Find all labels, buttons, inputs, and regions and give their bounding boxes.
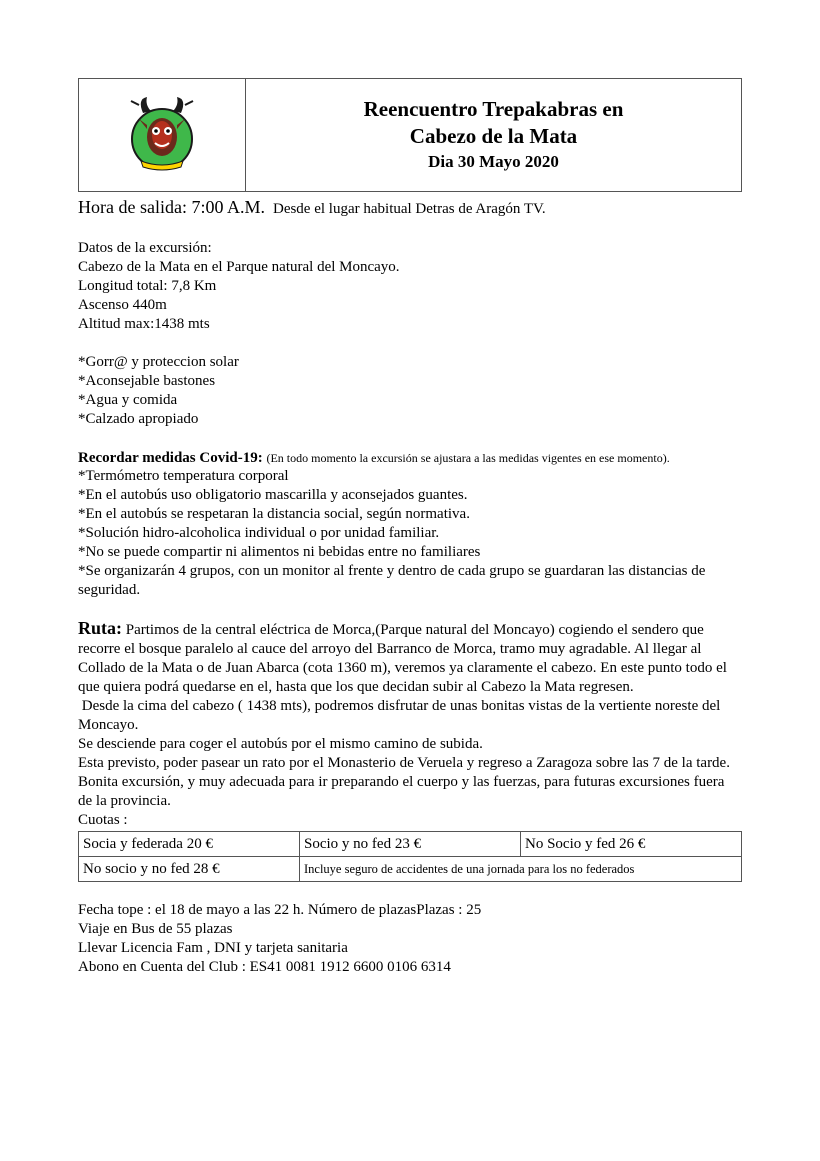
departure-line [78,196,742,220]
datos-line: Altitud max:1438 mts [78,316,210,332]
logo-cell [79,79,246,191]
equipment-item: *Aconsejable bastones [78,373,216,389]
footer-line: Fecha tope : el 18 de mayo a las 22 h. Número de plazasPlazas : 25 [78,902,482,918]
covid-item: *Se organizarán 4 grupos, con un monitor al frente y dentro de cada grupo se guardaran las distancias de seguridad. [78,563,706,598]
covid-header [78,450,742,467]
footer-line: Viaje en Bus de 55 plazas [78,921,233,937]
equipment-item: *Gorr@ y proteccion solar [78,354,239,370]
fee-cell: Socio y no fed 23 € [300,832,521,857]
route-paragraph [78,619,742,659]
datos-line: Longitud total: 7,8 Km [78,278,217,294]
covid-note: (En todo momento la excursión se ajustara a las medidas vigentes en ese momento). [266,451,670,465]
covid-item: *Solución hidro-alcoholica individual o por unidad familiar. [78,525,440,541]
fees-table [78,831,742,882]
table-row [79,832,742,857]
title-cell [246,79,741,191]
header-table [78,78,742,192]
route-text-2: Collado de la Mata o de Juan Abarca (cota 1360 m), veremos ya claramente el cabezo. En este punto todo el que quiera podrá quedarse en el, hasta que los que decidan subir al Cabezo la Mata regresen. [78,660,727,695]
fee-cell: No Socio y fed 26 € [521,832,742,857]
event-date: Dia 30 Mayo 2020 [428,152,559,171]
fee-cell: No socio y no fed 28 € [79,857,300,882]
covid-item: *En el autobús uso obligatorio mascarilla y aconsejados guantes. [78,487,468,503]
covid-item: *No se puede compartir ni alimentos ni bebidas entre no familiares [78,544,481,560]
route-text-4: Se desciende para coger el autobús por el mismo camino de subida. [78,736,483,752]
datos-line: Cabezo de la Mata en el Parque natural del Moncayo. [78,259,400,275]
route-text-3: Desde la cima del cabezo ( 1438 mts), podremos disfrutar de unas bonitas vistas de la vertiente noreste del Moncayo. [78,698,725,733]
fee-note-cell: Incluye seguro de accidentes de una jornada para los no federados [300,857,742,882]
title-line-2: Cabezo de la Mata [409,124,578,148]
equipment-item: *Agua y comida [78,392,178,408]
datos-line: Ascenso 440m [78,297,167,313]
footer-line: Llevar Licencia Fam , DNI y tarjeta sanitaria [78,940,348,956]
fee-cell: Socia y federada 20 € [79,832,300,857]
route-text-1: Partimos de la central eléctrica de Morca,(Parque natural del Moncayo) cogiendo el sendero que recorre el bosque paralelo al cauce del arroyo del Barranco de Morca, tramo muy agradable. Al llegar al [78,622,704,657]
route-text-5: Esta previsto, poder pasear un rato por el Monasterio de Veruela y regreso a Zaragoza sobre las 7 de la tarde. [78,755,730,771]
covid-item: *Termómetro temperatura corporal [78,468,289,484]
route-text-6: Bonita excursión, y muy adecuada para ir preparando el cuerpo y las fuerzas, para futuras excursiones fuera de la provincia. [78,774,725,809]
route-title: Ruta: [78,618,122,638]
covid-title: Recordar medidas Covid-19: [78,450,263,466]
departure-time: Hora de salida: 7:00 A.M. [78,197,265,217]
departure-place: Desde el lugar habitual Detras de Aragón TV. [272,201,546,217]
document-page [78,78,742,977]
table-row [79,857,742,882]
cuotas-label: Cuotas : [78,812,128,828]
datos-heading: Datos de la excursión: [78,240,212,256]
goat-club-logo-icon [127,95,197,175]
title-line-1: Reencuentro Trepakabras en [363,97,624,121]
covid-item: *En el autobús se respetaran la distancia social, según normativa. [78,506,470,522]
footer-line: Abono en Cuenta del Club : ES41 0081 1912 6600 0106 6314 [78,959,451,975]
equipment-item: *Calzado apropiado [78,411,199,427]
